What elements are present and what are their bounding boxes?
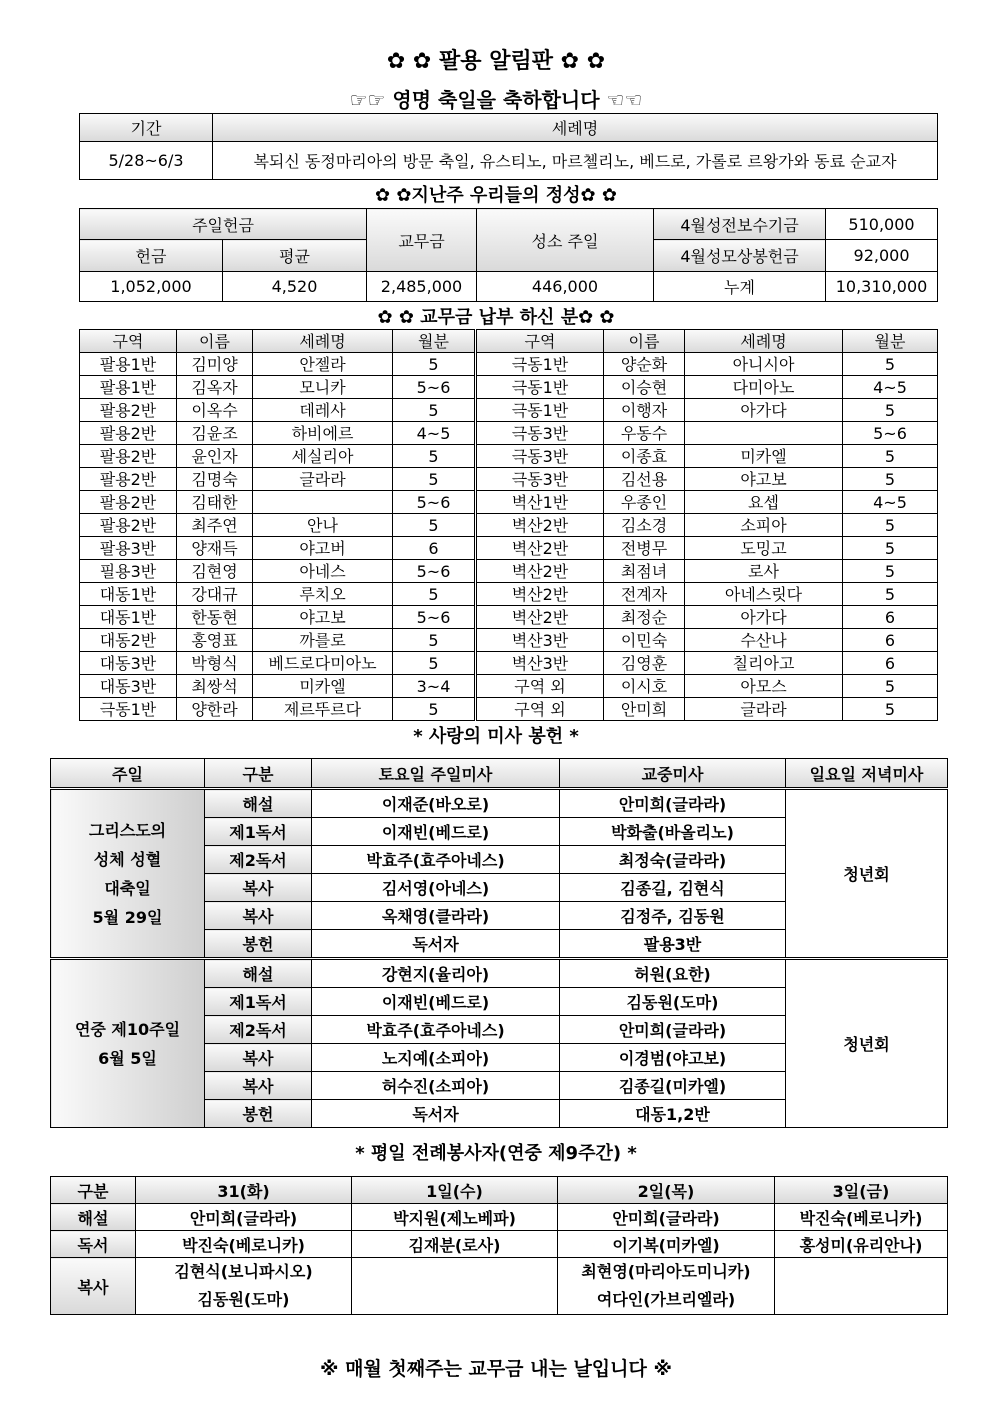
dues-header: 구역 xyxy=(476,330,604,353)
commentary-label: 해설 xyxy=(51,1204,136,1231)
mass-role: 복사 xyxy=(205,1044,312,1072)
main-mass-person: 팔용3반 xyxy=(560,930,786,959)
dues-row xyxy=(80,422,938,445)
dues-cell: 극동1반 xyxy=(80,698,177,721)
dues-cell: 안젤라 xyxy=(253,353,393,376)
dues-cell: 5 xyxy=(393,652,476,675)
dues-cell: 야고보 xyxy=(253,606,393,629)
weekday-heading: * 평일 전례봉사자(연중 제9주간) * xyxy=(355,1143,637,1164)
saturday-mass-person: 옥채영(클라라) xyxy=(312,902,560,930)
offering-table xyxy=(79,208,938,302)
dues-cell xyxy=(253,491,393,514)
cash-label: 헌금 xyxy=(80,240,223,272)
dues-cell: 벽산2반 xyxy=(476,606,604,629)
dues-header: 이름 xyxy=(177,330,253,353)
dues-cell: 3~4 xyxy=(393,675,476,698)
weekday-header: 31(화) xyxy=(136,1177,352,1204)
dues-cell: 5 xyxy=(393,468,476,491)
sunday-name-line: 그리스도의 xyxy=(88,820,167,840)
main-mass-person: 김종길, 김현식 xyxy=(560,874,786,902)
dues-cell: 5 xyxy=(843,468,938,491)
mass-role: 제2독서 xyxy=(205,1016,312,1044)
dues-cell: 우종인 xyxy=(604,491,685,514)
main-mass-person: 대동1,2반 xyxy=(560,1100,786,1128)
dues-cell: 세실리아 xyxy=(253,445,393,468)
commentary-wed: 박지원(제노베파) xyxy=(352,1204,558,1231)
mass-role: 제2독서 xyxy=(205,846,312,874)
dues-cell: 5 xyxy=(843,560,938,583)
dues-cell: 안나 xyxy=(253,514,393,537)
dues-cell: 극동1반 xyxy=(476,353,604,376)
main-mass-person: 안미희(글라라) xyxy=(560,1016,786,1044)
dues-cell: 하비에르 xyxy=(253,422,393,445)
mass-role: 제1독서 xyxy=(205,988,312,1016)
holy-sunday-label: 성소 주일 xyxy=(477,209,654,272)
reading-thu: 이기복(미카엘) xyxy=(558,1231,775,1258)
sunday-name-line: 6월 5일 xyxy=(98,1048,157,1068)
mass-role: 복사 xyxy=(205,1072,312,1100)
weekday-header: 구분 xyxy=(51,1177,136,1204)
weekday-header: 3일(금) xyxy=(775,1177,948,1204)
dues-cell: 팔용1반 xyxy=(80,353,177,376)
dues-cell: 5 xyxy=(393,514,476,537)
dues-cell: 최정순 xyxy=(604,606,685,629)
dues-table xyxy=(79,329,938,721)
dues-cell: 최점녀 xyxy=(604,560,685,583)
dues-header: 이름 xyxy=(604,330,685,353)
dues-row xyxy=(80,399,938,422)
dues-row xyxy=(80,468,938,491)
saturday-mass-person: 김서영(아네스) xyxy=(312,874,560,902)
dues-cell: 벽산3반 xyxy=(476,629,604,652)
dues-cell: 팔용2반 xyxy=(80,491,177,514)
server-tue-2: 김동원(도마) xyxy=(197,1290,290,1309)
dues-cell: 아니시아 xyxy=(685,353,843,376)
dues-cell: 이행자 xyxy=(604,399,685,422)
dues-cell: 벽산2반 xyxy=(476,560,604,583)
main-mass-person: 박화출(바올리노) xyxy=(560,818,786,846)
feast-table xyxy=(79,113,938,180)
dues-cell: 이민숙 xyxy=(604,629,685,652)
dues-cell: 5 xyxy=(393,399,476,422)
saturday-mass-person: 노지예(소피아) xyxy=(312,1044,560,1072)
saturday-mass-person: 박효주(효주아네스) xyxy=(312,846,560,874)
server-label: 복사 xyxy=(51,1258,136,1315)
saturday-mass-person: 이재준(바오로) xyxy=(312,789,560,818)
dues-cell: 한동현 xyxy=(177,606,253,629)
dues-header: 세례명 xyxy=(685,330,843,353)
dues-cell: 최쌍석 xyxy=(177,675,253,698)
mass-heading: * 사랑의 미사 봉헌 * xyxy=(413,726,579,747)
dues-heading: ✿ ✿ 교무금 납부 하신 분✿ ✿ xyxy=(377,307,615,328)
dues-value: 2,485,000 xyxy=(367,272,477,302)
mass-rows xyxy=(51,789,948,1128)
dues-row xyxy=(80,376,938,399)
main-mass-person: 김정주, 김동원 xyxy=(560,902,786,930)
dues-cell: 5~6 xyxy=(843,422,938,445)
dues-cell: 야고보 xyxy=(685,468,843,491)
dues-cell: 벽산1반 xyxy=(476,491,604,514)
statue-offering-value: 92,000 xyxy=(826,240,938,272)
dues-cell: 5 xyxy=(843,698,938,721)
mass-role: 제1독서 xyxy=(205,818,312,846)
server-tue xyxy=(136,1258,352,1315)
repair-fund-label: 4월성전보수기금 xyxy=(654,209,826,240)
main-mass-person: 최정숙(글라라) xyxy=(560,846,786,874)
dues-cell: 이옥수 xyxy=(177,399,253,422)
total-value: 10,310,000 xyxy=(826,272,938,302)
dues-cell: 전병무 xyxy=(604,537,685,560)
dues-cell: 대동3반 xyxy=(80,675,177,698)
dues-cell: 벽산2반 xyxy=(476,514,604,537)
holy-sunday-value: 446,000 xyxy=(477,272,654,302)
feast-names: 복되신 동정마리아의 방문 축일, 유스티노, 마르첼리노, 베드로, 가롤로 르왕가와 동료 순교자 xyxy=(213,142,938,180)
statue-offering-label: 4월성모상봉헌금 xyxy=(654,240,826,272)
main-mass-person: 김종길(미카엘) xyxy=(560,1072,786,1100)
dues-cell: 양순화 xyxy=(604,353,685,376)
sunday-name-line: 연중 제10주일 xyxy=(74,1019,181,1039)
dues-row xyxy=(80,560,938,583)
dues-cell: 루치오 xyxy=(253,583,393,606)
sunday-name-line: 대축일 xyxy=(104,878,151,898)
saturday-mass-person: 독서자 xyxy=(312,930,560,959)
dues-cell: 이종효 xyxy=(604,445,685,468)
main-mass-person: 이경범(야고보) xyxy=(560,1044,786,1072)
dues-cell: 필용3반 xyxy=(80,560,177,583)
dues-cell: 극동1반 xyxy=(476,376,604,399)
saturday-mass-person: 강현지(율리아) xyxy=(312,959,560,988)
dues-cell: 극동3반 xyxy=(476,468,604,491)
dues-cell: 팔용1반 xyxy=(80,376,177,399)
dues-cell: 아모스 xyxy=(685,675,843,698)
dues-cell: 아가다 xyxy=(685,399,843,422)
dues-cell: 요셉 xyxy=(685,491,843,514)
dues-cell: 도밍고 xyxy=(685,537,843,560)
server-tue-1: 김현식(보니파시오) xyxy=(174,1262,313,1281)
dues-cell: 4~5 xyxy=(843,491,938,514)
dues-cell: 대동1반 xyxy=(80,583,177,606)
evening-mass-group: 청년회 xyxy=(786,789,948,959)
dues-cell: 다미아노 xyxy=(685,376,843,399)
feast-header-names: 세례명 xyxy=(213,114,938,142)
dues-cell: 6 xyxy=(843,606,938,629)
dues-cell: 홍영표 xyxy=(177,629,253,652)
repair-fund-value: 510,000 xyxy=(826,209,938,240)
dues-cell: 양한라 xyxy=(177,698,253,721)
dues-cell: 5 xyxy=(393,698,476,721)
dues-cell: 5 xyxy=(393,353,476,376)
mass-table xyxy=(50,758,948,1128)
dues-cell: 베드로다미아노 xyxy=(253,652,393,675)
dues-cell: 김태한 xyxy=(177,491,253,514)
dues-cell: 5~6 xyxy=(393,560,476,583)
dues-cell: 구역 외 xyxy=(476,675,604,698)
dues-cell: 이시호 xyxy=(604,675,685,698)
main-mass-person: 허원(요한) xyxy=(560,959,786,988)
server-wed xyxy=(352,1258,558,1315)
dues-header: 구역 xyxy=(80,330,177,353)
dues-cell: 5 xyxy=(843,583,938,606)
dues-cell: 5 xyxy=(843,445,938,468)
dues-cell: 4~5 xyxy=(843,376,938,399)
dues-row xyxy=(80,491,938,514)
dues-cell: 5~6 xyxy=(393,376,476,399)
weekday-header: 2일(목) xyxy=(558,1177,775,1204)
mass-header-sunday: 주일 xyxy=(51,759,205,789)
dues-rows xyxy=(80,353,938,721)
feast-header-period: 기간 xyxy=(80,114,213,142)
dues-cell: 김미양 xyxy=(177,353,253,376)
sunday-name-line: 5월 29일 xyxy=(92,907,163,927)
dues-cell: 4~5 xyxy=(393,422,476,445)
reading-wed: 김재분(로사) xyxy=(352,1231,558,1258)
dues-cell: 김소경 xyxy=(604,514,685,537)
dues-cell: 팔용3반 xyxy=(80,537,177,560)
dues-cell: 김윤조 xyxy=(177,422,253,445)
reading-label: 독서 xyxy=(51,1231,136,1258)
mass-header-saturday: 토요일 주일미사 xyxy=(312,759,560,789)
reading-fri: 홍성미(유리안나) xyxy=(775,1231,948,1258)
dues-cell: 전계자 xyxy=(604,583,685,606)
mass-row xyxy=(51,789,948,818)
dues-row xyxy=(80,353,938,376)
dues-cell: 모니카 xyxy=(253,376,393,399)
dues-cell: 팔용2반 xyxy=(80,445,177,468)
mass-header-evening: 일요일 저녁미사 xyxy=(786,759,948,789)
mass-role: 해설 xyxy=(205,789,312,818)
dues-cell: 칠리아고 xyxy=(685,652,843,675)
dues-row xyxy=(80,445,938,468)
dues-cell: 강대규 xyxy=(177,583,253,606)
dues-cell: 5 xyxy=(843,537,938,560)
saturday-mass-person: 박효주(효주아네스) xyxy=(312,1016,560,1044)
dues-label: 교무금 xyxy=(367,209,477,272)
dues-cell: 이승현 xyxy=(604,376,685,399)
dues-cell: 대동3반 xyxy=(80,652,177,675)
dues-cell: 5~6 xyxy=(393,606,476,629)
dues-cell: 극동3반 xyxy=(476,422,604,445)
dues-cell: 김옥자 xyxy=(177,376,253,399)
dues-row xyxy=(80,537,938,560)
weekday-header: 1일(수) xyxy=(352,1177,558,1204)
dues-cell: 팔용2반 xyxy=(80,468,177,491)
dues-cell: 팔용2반 xyxy=(80,514,177,537)
mass-role: 봉헌 xyxy=(205,1100,312,1128)
dues-cell: 까를로 xyxy=(253,629,393,652)
reading-tue: 박진숙(베로니카) xyxy=(136,1231,352,1258)
dues-header: 세례명 xyxy=(253,330,393,353)
mass-role: 해설 xyxy=(205,959,312,988)
dues-header: 월분 xyxy=(393,330,476,353)
saturday-mass-person: 독서자 xyxy=(312,1100,560,1128)
commentary-fri: 박진숙(베로니카) xyxy=(775,1204,948,1231)
dues-cell: 6 xyxy=(843,629,938,652)
page-title: ✿ ✿ 팔용 알림판 ✿ ✿ xyxy=(386,49,606,74)
dues-header: 월분 xyxy=(843,330,938,353)
saturday-mass-person: 허수진(소피아) xyxy=(312,1072,560,1100)
dues-row xyxy=(80,629,938,652)
main-mass-person: 안미희(글라라) xyxy=(560,789,786,818)
mass-header-main: 교중미사 xyxy=(560,759,786,789)
dues-cell xyxy=(685,422,843,445)
dues-cell: 대동1반 xyxy=(80,606,177,629)
server-fri xyxy=(775,1258,948,1315)
dues-cell: 양재득 xyxy=(177,537,253,560)
dues-cell: 5 xyxy=(393,583,476,606)
dues-cell: 구역 외 xyxy=(476,698,604,721)
dues-cell: 6 xyxy=(843,652,938,675)
dues-cell: 5 xyxy=(843,399,938,422)
dues-cell: 윤인자 xyxy=(177,445,253,468)
weekday-table xyxy=(50,1176,948,1315)
saturday-mass-person: 이재빈(베드로) xyxy=(312,818,560,846)
sunday-name-line: 성체 성혈 xyxy=(93,849,162,869)
feast-heading: ☞☞ 영명 축일을 축하합니다 ☜☜ xyxy=(349,88,643,112)
total-label: 누계 xyxy=(654,272,826,302)
dues-cell: 소피아 xyxy=(685,514,843,537)
dues-cell: 아네스릿다 xyxy=(685,583,843,606)
sunday-offering-label: 주일헌금 xyxy=(80,209,367,240)
mass-role: 복사 xyxy=(205,874,312,902)
dues-cell: 글라라 xyxy=(253,468,393,491)
dues-cell: 데레사 xyxy=(253,399,393,422)
sunday-name xyxy=(51,959,205,1128)
dues-cell: 글라라 xyxy=(685,698,843,721)
dues-cell: 5 xyxy=(843,353,938,376)
dues-cell: 제르뚜르다 xyxy=(253,698,393,721)
dues-cell: 극동1반 xyxy=(476,399,604,422)
evening-mass-group: 청년회 xyxy=(786,959,948,1128)
commentary-thu: 안미희(글라라) xyxy=(558,1204,775,1231)
dues-cell: 5 xyxy=(843,675,938,698)
dues-cell: 미카엘 xyxy=(253,675,393,698)
mass-header-role: 구분 xyxy=(205,759,312,789)
dues-row xyxy=(80,652,938,675)
feast-period: 5/28~6/3 xyxy=(80,142,213,180)
dues-cell: 5 xyxy=(393,629,476,652)
saturday-mass-person: 이재빈(베드로) xyxy=(312,988,560,1016)
dues-cell: 아네스 xyxy=(253,560,393,583)
average-label: 평균 xyxy=(223,240,367,272)
dues-cell: 6 xyxy=(393,537,476,560)
dues-cell: 김선용 xyxy=(604,468,685,491)
dues-cell: 안미희 xyxy=(604,698,685,721)
dues-cell: 벽산2반 xyxy=(476,537,604,560)
dues-cell: 극동3반 xyxy=(476,445,604,468)
dues-cell: 야고버 xyxy=(253,537,393,560)
footer-notice: ※ 매월 첫째주는 교무금 내는 날입니다 ※ xyxy=(320,1358,672,1380)
mass-row xyxy=(51,959,948,988)
dues-cell: 김명숙 xyxy=(177,468,253,491)
dues-row xyxy=(80,514,938,537)
dues-cell: 우동수 xyxy=(604,422,685,445)
sunday-name xyxy=(51,789,205,959)
dues-cell: 팔용2반 xyxy=(80,422,177,445)
dues-cell: 벽산3반 xyxy=(476,652,604,675)
dues-cell: 아가다 xyxy=(685,606,843,629)
server-thu xyxy=(558,1258,775,1315)
main-mass-person: 김동원(도마) xyxy=(560,988,786,1016)
dues-cell: 로사 xyxy=(685,560,843,583)
dues-cell: 김현영 xyxy=(177,560,253,583)
offering-heading: ✿ ✿지난주 우리들의 정성✿ ✿ xyxy=(375,185,617,206)
mass-role: 봉헌 xyxy=(205,930,312,959)
dues-row xyxy=(80,675,938,698)
dues-cell: 5 xyxy=(393,445,476,468)
dues-cell: 박형식 xyxy=(177,652,253,675)
average-value: 4,520 xyxy=(223,272,367,302)
cash-value: 1,052,000 xyxy=(80,272,223,302)
dues-cell: 김영훈 xyxy=(604,652,685,675)
dues-cell: 5 xyxy=(843,514,938,537)
dues-cell: 최주연 xyxy=(177,514,253,537)
dues-cell: 벽산2반 xyxy=(476,583,604,606)
dues-row xyxy=(80,606,938,629)
dues-cell: 5~6 xyxy=(393,491,476,514)
dues-row xyxy=(80,583,938,606)
dues-cell: 수산나 xyxy=(685,629,843,652)
commentary-tue: 안미희(글라라) xyxy=(136,1204,352,1231)
mass-role: 복사 xyxy=(205,902,312,930)
dues-cell: 팔용2반 xyxy=(80,399,177,422)
dues-cell: 미카엘 xyxy=(685,445,843,468)
dues-row xyxy=(80,698,938,721)
dues-cell: 대동2반 xyxy=(80,629,177,652)
server-thu-2: 여다인(가브리엘라) xyxy=(596,1290,736,1309)
server-thu-1: 최현영(마리아도미니카) xyxy=(581,1262,751,1281)
